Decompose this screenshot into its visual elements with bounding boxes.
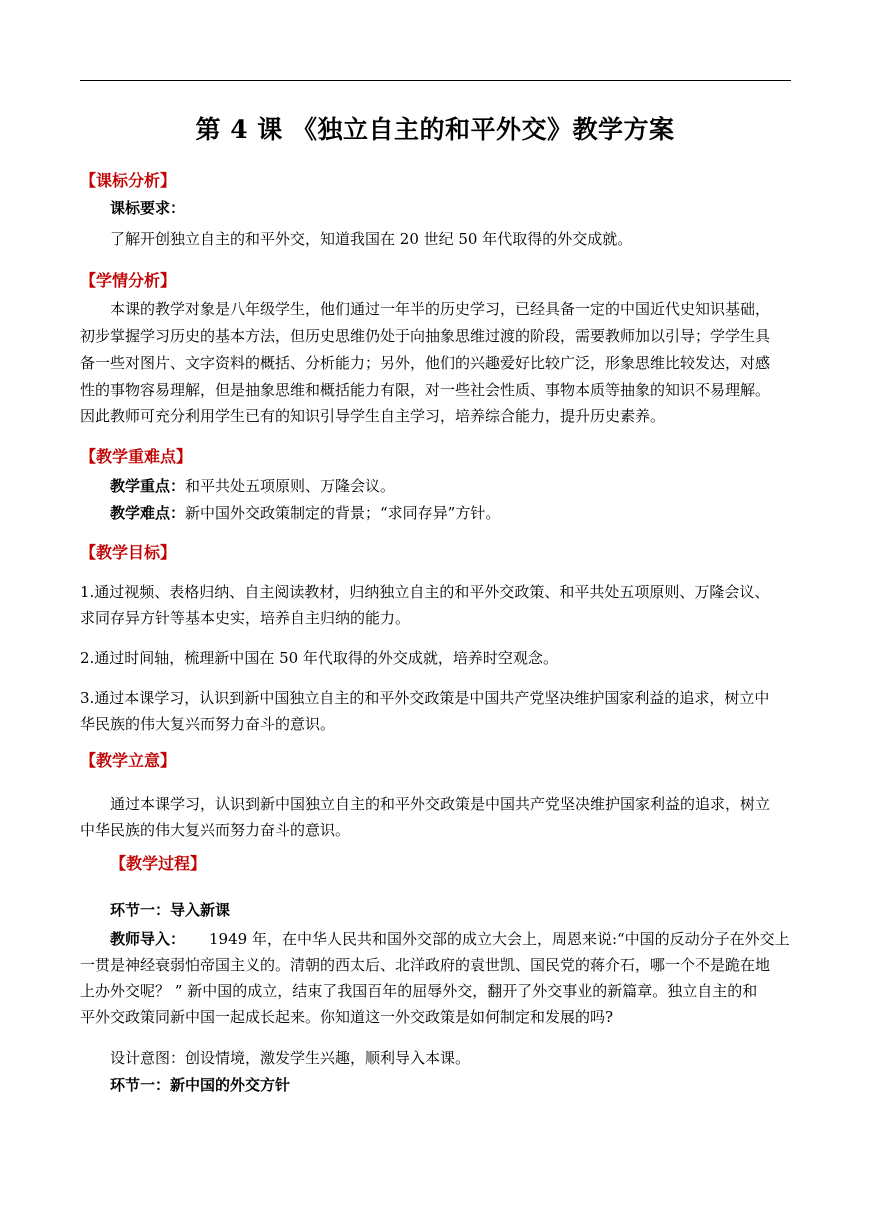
xueqing-line: 因此教师可充分利用学生已有的知识引导学生自主学习，培养综合能力，提升历史素养。 bbox=[80, 407, 666, 425]
intro-line: 上办外交呢？ ” 新中国的成立，结束了我国百年的屈辱外交，翻开了外交事业的新篇章。独立自主的和 bbox=[80, 982, 758, 1000]
zhongdian-row bbox=[110, 476, 395, 496]
header-rule bbox=[80, 80, 791, 81]
step-title: 环节一：新中国的外交方针 bbox=[110, 1076, 291, 1094]
heading-kebiao: 【课标分析】 bbox=[80, 171, 177, 190]
liyi-line: 中华民族的伟大复兴而努力奋斗的意识。 bbox=[80, 821, 351, 839]
xueqing-line: 本课的教学对象是八年级学生，他们通过一年半的历史学习，已经具备一定的中国近代史知识基础， bbox=[110, 300, 771, 318]
mubiao-line: 1.通过视频、表格归纳、自主阅读教材，归纳独立自主的和平外交政策、和平共处五项原则、万隆会议、 bbox=[80, 583, 770, 601]
mubiao-line: 求同存异方针等基本史实，培养自主归纳的能力。 bbox=[80, 609, 411, 627]
page-title: 第 4 课 《独立自主的和平外交》教学方案 bbox=[195, 115, 675, 144]
heading-liyi: 【教学立意】 bbox=[80, 751, 177, 770]
heading-mubiao: 【教学目标】 bbox=[80, 543, 177, 562]
mubiao-line: 华民族的伟大复兴而努力奋斗的意识。 bbox=[80, 715, 336, 733]
nandian-text: 新中国外交政策制定的背景；“求同存异”方针。 bbox=[185, 504, 501, 522]
intro-label: 教师导入： bbox=[110, 930, 186, 948]
heading-zhongnan: 【教学重难点】 bbox=[80, 447, 193, 466]
zhongdian-text: 和平共处五项原则、万隆会议。 bbox=[185, 477, 396, 495]
nandian-row bbox=[110, 503, 500, 523]
heading-xueqing: 【学情分析】 bbox=[80, 271, 177, 290]
design-intent: 设计意图：创设情境，激发学生兴趣，顺利导入本课。 bbox=[110, 1049, 471, 1067]
mubiao-line: 2.通过时间轴，梳理新中国在 50 年代取得的外交成就，培养时空观念。 bbox=[80, 649, 558, 667]
xueqing-line: 初步掌握学习历史的基本方法，但历史思维仍处于向抽象思维过渡的阶段，需要教师加以引导；学学生具 bbox=[80, 327, 771, 345]
heading-guocheng: 【教学过程】 bbox=[110, 854, 207, 873]
xueqing-line: 性的事物容易理解，但是抽象思维和概括能力有限，对一些社会性质、事物本质等抽象的知识不易理解。 bbox=[80, 381, 771, 399]
kebiao-sub: 课标要求： bbox=[110, 199, 186, 217]
zhongdian-label: 教学重点： bbox=[110, 477, 186, 495]
step-title: 环节一：导入新课 bbox=[110, 901, 231, 919]
intro-line: 1949 年，在中华人民共和国外交部的成立大会上，周恩来说:“中国的反动分子在外交上 bbox=[209, 930, 790, 948]
kebiao-text: 了解开创独立自主的和平外交，知道我国在 20 世纪 50 年代取得的外交成就。 bbox=[110, 230, 633, 248]
liyi-line: 通过本课学习，认识到新中国独立自主的和平外交政策是中国共产党坚决维护国家利益的追求，树立 bbox=[110, 795, 771, 813]
nandian-label: 教学难点： bbox=[110, 504, 186, 522]
intro-line: 平外交政策同新中国一起成长起来。你知道这一外交政策是如何制定和发展的吗? bbox=[80, 1008, 614, 1026]
intro-line: 一贯是神经衰弱怕帝国主义的。清朝的西太后、北洋政府的袁世凯、国民党的蒋介石，哪一个不是跪在地 bbox=[80, 956, 771, 974]
intro-first-line bbox=[110, 929, 790, 949]
xueqing-line: 备一些对图片、文字资料的概括、分析能力；另外，他们的兴趣爱好比较广泛，形象思维比较发达，对感 bbox=[80, 354, 771, 372]
mubiao-line: 3.通过本课学习，认识到新中国独立自主的和平外交政策是中国共产党坚决维护国家利益的追求，树立中 bbox=[80, 689, 770, 707]
